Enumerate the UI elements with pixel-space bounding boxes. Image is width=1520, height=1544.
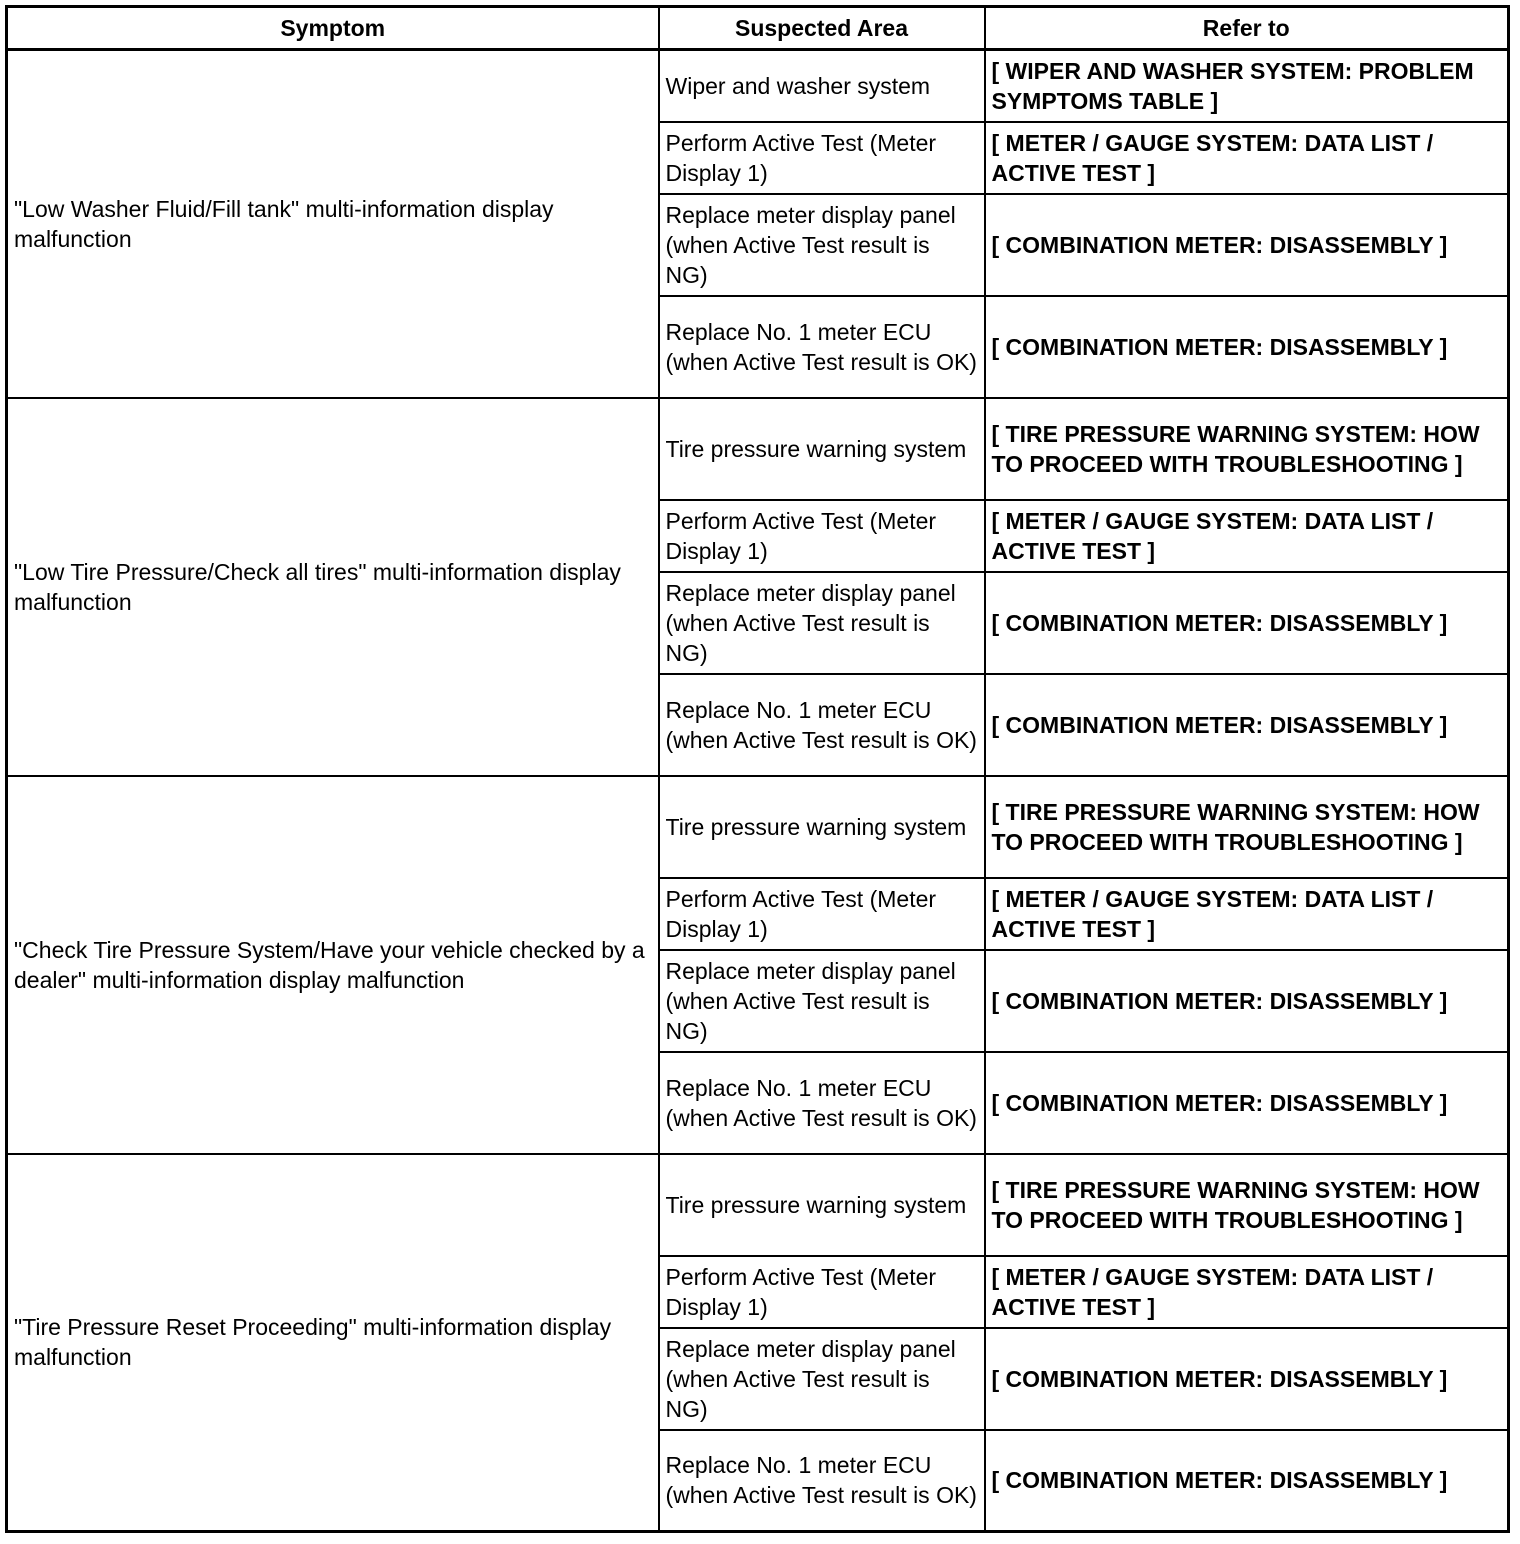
- table-row: [7, 1154, 1509, 1256]
- refer-to-cell: [ COMBINATION METER: DISASSEMBLY ]: [985, 1328, 1509, 1430]
- header-suspected-area: Suspected Area: [659, 7, 985, 50]
- table-row: [7, 50, 1509, 122]
- refer-to-cell: [ COMBINATION METER: DISASSEMBLY ]: [985, 1052, 1509, 1154]
- suspected-area-cell: Perform Active Test (Meter Display 1): [659, 122, 985, 194]
- refer-to-cell: [ METER / GAUGE SYSTEM: DATA LIST / ACTIVE TEST ]: [985, 878, 1509, 950]
- suspected-area-cell: Tire pressure warning system: [659, 1154, 985, 1256]
- suspected-area-cell: Perform Active Test (Meter Display 1): [659, 878, 985, 950]
- suspected-area-cell: Replace No. 1 meter ECU (when Active Test result is OK): [659, 1052, 985, 1154]
- symptom-cell: "Low Washer Fluid/Fill tank" multi-information display malfunction: [7, 50, 659, 398]
- symptom-cell: "Tire Pressure Reset Proceeding" multi-information display malfunction: [7, 1154, 659, 1532]
- table-row: [7, 776, 1509, 878]
- refer-to-cell: [ WIPER AND WASHER SYSTEM: PROBLEM SYMPTOMS TABLE ]: [985, 50, 1509, 122]
- refer-to-cell: [ METER / GAUGE SYSTEM: DATA LIST / ACTIVE TEST ]: [985, 500, 1509, 572]
- refer-to-cell: [ COMBINATION METER: DISASSEMBLY ]: [985, 194, 1509, 296]
- suspected-area-cell: Replace meter display panel (when Active Test result is NG): [659, 572, 985, 674]
- suspected-area-cell: Tire pressure warning system: [659, 776, 985, 878]
- refer-to-cell: [ COMBINATION METER: DISASSEMBLY ]: [985, 296, 1509, 398]
- suspected-area-cell: Replace meter display panel (when Active Test result is NG): [659, 950, 985, 1052]
- suspected-area-cell: Tire pressure warning system: [659, 398, 985, 500]
- suspected-area-cell: Replace No. 1 meter ECU (when Active Test result is OK): [659, 1430, 985, 1532]
- suspected-area-cell: Perform Active Test (Meter Display 1): [659, 1256, 985, 1328]
- table-row: [7, 398, 1509, 500]
- refer-to-cell: [ COMBINATION METER: DISASSEMBLY ]: [985, 950, 1509, 1052]
- refer-to-cell: [ METER / GAUGE SYSTEM: DATA LIST / ACTIVE TEST ]: [985, 1256, 1509, 1328]
- header-symptom: Symptom: [7, 7, 659, 50]
- refer-to-cell: [ COMBINATION METER: DISASSEMBLY ]: [985, 1430, 1509, 1532]
- symptom-cell: "Low Tire Pressure/Check all tires" multi-information display malfunction: [7, 398, 659, 776]
- suspected-area-cell: Replace No. 1 meter ECU (when Active Test result is OK): [659, 296, 985, 398]
- header-row: [7, 7, 1509, 50]
- refer-to-cell: [ TIRE PRESSURE WARNING SYSTEM: HOW TO PROCEED WITH TROUBLESHOOTING ]: [985, 776, 1509, 878]
- refer-to-cell: [ METER / GAUGE SYSTEM: DATA LIST / ACTIVE TEST ]: [985, 122, 1509, 194]
- refer-to-cell: [ COMBINATION METER: DISASSEMBLY ]: [985, 674, 1509, 776]
- suspected-area-cell: Perform Active Test (Meter Display 1): [659, 500, 985, 572]
- header-refer-to: Refer to: [985, 7, 1509, 50]
- symptom-cell: "Check Tire Pressure System/Have your vehicle checked by a dealer" multi-information display malfunction: [7, 776, 659, 1154]
- refer-to-cell: [ TIRE PRESSURE WARNING SYSTEM: HOW TO PROCEED WITH TROUBLESHOOTING ]: [985, 398, 1509, 500]
- refer-to-cell: [ TIRE PRESSURE WARNING SYSTEM: HOW TO PROCEED WITH TROUBLESHOOTING ]: [985, 1154, 1509, 1256]
- symptom-table: [5, 5, 1510, 1533]
- refer-to-cell: [ COMBINATION METER: DISASSEMBLY ]: [985, 572, 1509, 674]
- suspected-area-cell: Replace No. 1 meter ECU (when Active Test result is OK): [659, 674, 985, 776]
- suspected-area-cell: Wiper and washer system: [659, 50, 985, 122]
- suspected-area-cell: Replace meter display panel (when Active Test result is NG): [659, 1328, 985, 1430]
- suspected-area-cell: Replace meter display panel (when Active Test result is NG): [659, 194, 985, 296]
